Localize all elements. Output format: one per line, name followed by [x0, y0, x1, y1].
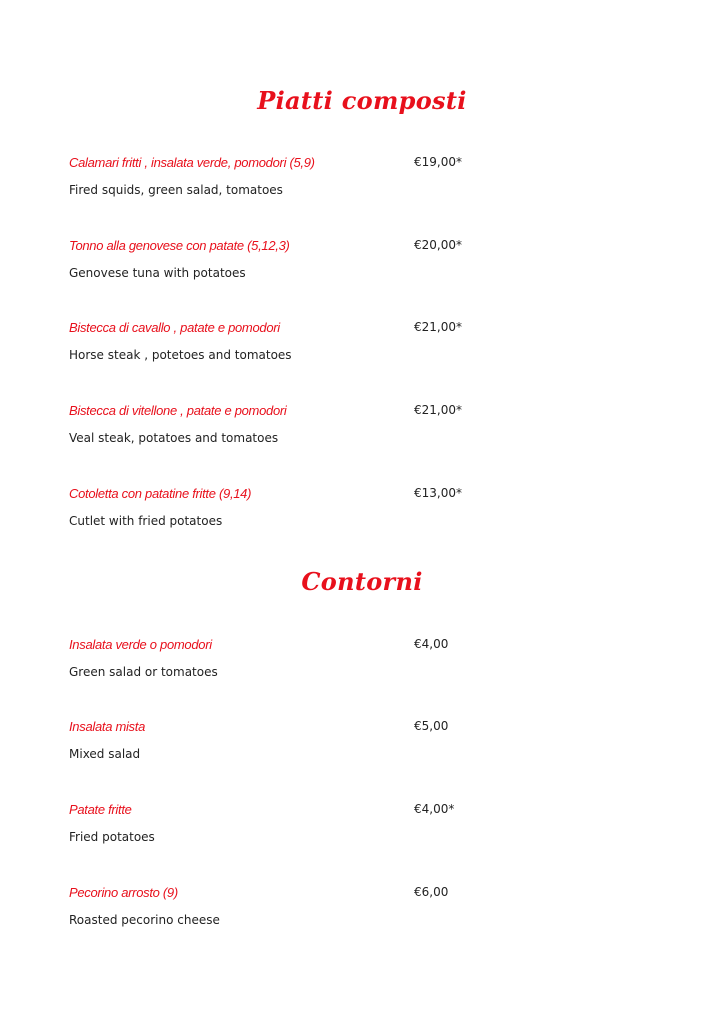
menu-item-description: Roasted pecorino cheese: [69, 913, 220, 927]
menu-item: [69, 403, 489, 447]
menu-item-name: Insalata verde o pomodori: [69, 637, 212, 652]
menu-item-name: Calamari fritti , insalata verde, pomodori (5,9): [69, 155, 315, 170]
menu-item-price: €21,00*: [414, 403, 462, 417]
menu-item: [69, 155, 489, 199]
section-title-contorni: Contorni: [301, 567, 423, 596]
menu-item-description: Fired squids, green salad, tomatoes: [69, 183, 283, 197]
menu-item-description: Cutlet with fried potatoes: [69, 514, 223, 528]
menu-item-price: €13,00*: [414, 486, 462, 500]
menu-item-description: Horse steak , potetoes and tomatoes: [69, 348, 292, 362]
menu-item-price: €4,00: [414, 637, 449, 651]
menu-item-description: Fried potatoes: [69, 830, 155, 844]
menu-item-name: Insalata mista: [69, 719, 146, 734]
menu-item: [69, 637, 489, 681]
menu-item: [69, 320, 489, 364]
menu-item: [69, 719, 489, 763]
menu-item-price: €20,00*: [414, 238, 462, 252]
menu-item-description: Mixed salad: [69, 747, 141, 761]
menu-item-price: €6,00: [414, 885, 449, 899]
menu-item-name: Tonno alla genovese con patate (5,12,3): [69, 238, 290, 253]
menu-item-description: Green salad or tomatoes: [69, 665, 218, 679]
menu-item-name: Patate fritte: [69, 802, 132, 817]
menu-item-name: Bistecca di vitellone , patate e pomodori: [69, 403, 287, 418]
menu-item-price: €4,00*: [414, 802, 455, 816]
menu-item: [69, 486, 489, 530]
menu-item-description: Veal steak, potatoes and tomatoes: [69, 431, 279, 445]
menu-item-name: Bistecca di cavallo , patate e pomodori: [69, 320, 280, 335]
menu-item-name: Cotoletta con patatine fritte (9,14): [69, 486, 252, 501]
menu-item-description: Genovese tuna with potatoes: [69, 266, 246, 280]
menu-item: [69, 885, 489, 929]
section-title-piatti-composti: Piatti composti: [257, 86, 467, 115]
menu-item: [69, 238, 489, 282]
menu-item-price: €19,00*: [414, 155, 462, 169]
menu-item-price: €21,00*: [414, 320, 462, 334]
menu-item: [69, 802, 489, 846]
menu-item-price: €5,00: [414, 719, 449, 733]
menu-item-name: Pecorino arrosto (9): [69, 885, 178, 900]
